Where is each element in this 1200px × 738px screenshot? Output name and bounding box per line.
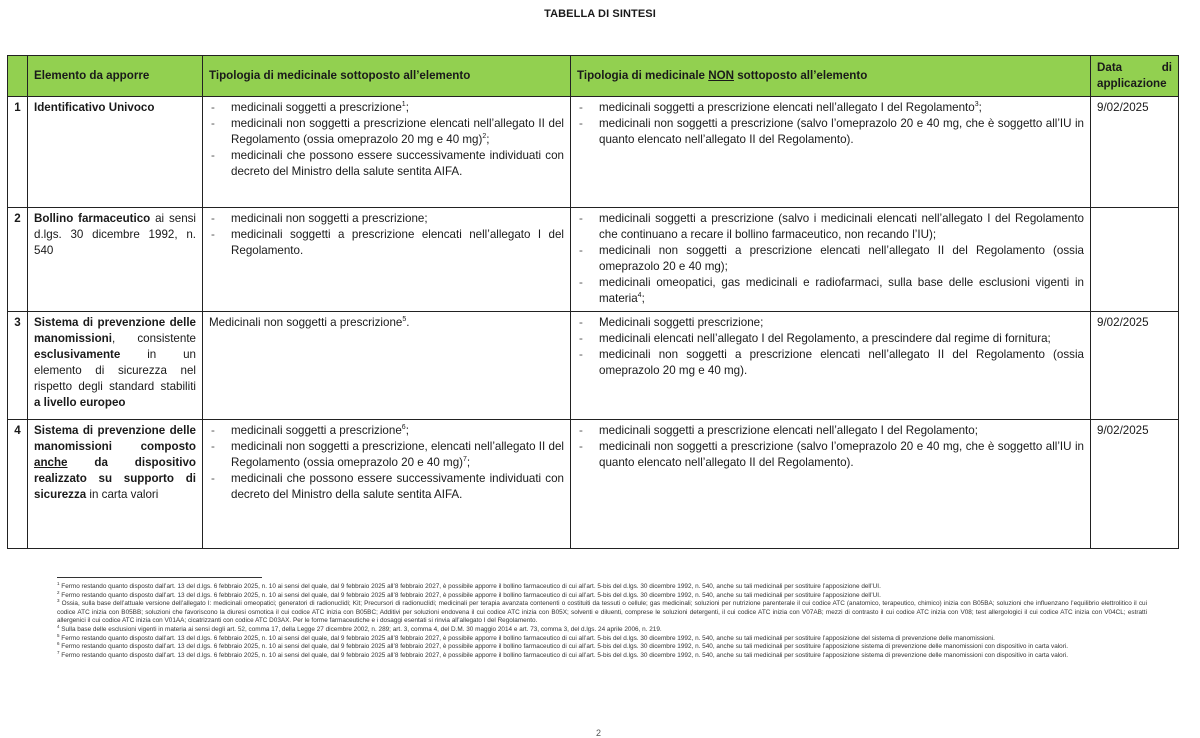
row-number: 4 xyxy=(8,420,28,549)
list-item: - medicinali che possono essere successivamente individuati con decreto del Ministro della salute sentita AIFA. xyxy=(209,148,564,180)
not-subject-cell xyxy=(571,97,1091,208)
table-row xyxy=(8,97,1179,208)
list-item: - medicinali non soggetti a prescrizione elencati nell’allegato II del Regolamento (ossia omeprazolo 20 mg e 40 mg)$^2$; xyxy=(209,116,564,148)
list-item: - medicinali soggetti a prescrizione$^1$; xyxy=(209,100,564,116)
document-title: TABELLA DI SINTESI xyxy=(544,8,656,20)
header-date-word-data: Data xyxy=(1097,61,1123,74)
header-not-subject xyxy=(571,56,1091,97)
footnote-ref: 4 xyxy=(637,292,642,299)
subject-cell xyxy=(203,97,571,208)
header-subject: Tipologia di medicinale sottoposto all’elemento xyxy=(203,56,571,97)
subject-cell xyxy=(203,208,571,312)
footnote-separator xyxy=(57,577,262,578)
footnote: $^5$ Fermo restando quanto disposto dall’art. 13 del d.lgs. 6 febbraio 2025, n. 10 ai sensi del quale, dal 9 febbraio 2025 all’8 febbraio 2027, è possibile apporre il bollino farmaceutico di cui all’art. 5-bis del d.lgs. 30 dicembre 1992, n. 540, anche su tali medicinali per sostituire l’apposizione del sistema di prevenzione delle manomissioni. xyxy=(57,632,995,642)
table-row xyxy=(8,208,1179,312)
subject-cell xyxy=(203,420,571,549)
application-date xyxy=(1091,208,1179,312)
footnote-ref: 1 xyxy=(401,101,406,108)
not-subject-cell xyxy=(571,420,1091,549)
list-item: - medicinali non soggetti a prescrizione, elencati nell’allegato II del Regolamento (ossia omeprazolo 20 e 40 mg)$^7$; xyxy=(209,439,564,471)
list-item: - medicinali non soggetti a prescrizione elencati nell’allegato II del Regolamento (ossia omeprazolo 20 mg e 40 mg). xyxy=(577,347,1084,379)
application-date: 9/02/2025 xyxy=(1091,97,1179,208)
footnote-ref: 2 xyxy=(482,133,487,140)
element-cell: Sistema di prevenzione delle manomissioni, consistente esclusivamente in un elemento di sicurezza nel rispetto degli standard stabiliti a livello europeo xyxy=(28,312,203,420)
footnote-ref: 3 xyxy=(974,101,979,108)
footnote: $^6$ Fermo restando quanto disposto dall’art. 13 del d.lgs. 6 febbraio 2025, n. 10 ai sensi del quale, dal 9 febbraio 2025 all’8 febbraio 2027, è possibile apporre il bollino farmaceutico di cui all’art. 5-bis del d.lgs. 30 dicembre 1992, n. 540, anche su tali medicinali per sostituire l’apposizione sistema di prevenzione delle manomissioni con dispositivo in carta valori. xyxy=(57,641,1069,651)
list-item: - Medicinali soggetti prescrizione; xyxy=(577,315,1084,331)
header-num xyxy=(8,56,28,97)
header-date-word-di: di xyxy=(1161,61,1172,74)
page-number: 2 xyxy=(596,728,602,738)
row-number: 1 xyxy=(8,97,28,208)
list-item: - medicinali soggetti a prescrizione elencati nell’allegato I del Regolamento; xyxy=(577,423,1084,439)
list-item: - medicinali soggetti a prescrizione (salvo i medicinali elencati nell’allegato I del Regolamento che continuano a recare il bollino farmaceutico, non recando l’IU); xyxy=(577,211,1084,243)
list-item: - medicinali soggetti a prescrizione$^6$; xyxy=(209,423,564,439)
header-element: Elemento da apporre xyxy=(28,56,203,97)
list-item: - medicinali soggetti a prescrizione elencati nell’allegato I del Regolamento$^3$; xyxy=(577,100,1084,116)
element-name: Bollino farmaceutico xyxy=(34,212,151,225)
footnote: $^2$ Fermo restando quanto disposto dall’art. 13 del d.lgs. 6 febbraio 2025, n. 10 ai sensi del quale, dal 9 febbraio 2025 all’8 febbraio 2027, è possibile apporre il bollino farmaceutico di cui all’art. 5-bis del d.lgs. 30 dicembre 1992, n. 540, anche su tali medicinali per sostituire l’apposizione dell’UI. xyxy=(57,589,881,599)
list-item: - medicinali non soggetti a prescrizione; xyxy=(209,211,564,227)
footnote-ref: 7 xyxy=(463,456,467,463)
element-cell: Bollino farmaceutico ai sensi d.lgs. 30 dicembre 1992, n. 540 xyxy=(28,208,203,312)
list-item: - medicinali elencati nell’allegato I del Regolamento, a prescindere dal regime di fornitura; xyxy=(577,331,1084,347)
list-item: - medicinali omeopatici, gas medicinali e radiofarmaci, sulla base delle esclusioni vigenti in materia$^4$; xyxy=(577,275,1084,307)
element-cell xyxy=(28,97,203,208)
element-name: Identificativo Univoco xyxy=(34,101,155,114)
row-number: 3 xyxy=(8,312,28,420)
list-item: - medicinali soggetti a prescrizione elencati nell’allegato I del Regolamento. xyxy=(209,227,564,259)
application-date: 9/02/2025 xyxy=(1091,420,1179,549)
footnote: $^7$ Fermo restando quanto disposto dall’art. 13 del d.lgs. 6 febbraio 2025, n. 10 ai sensi del quale, dal 9 febbraio 2025 all’8 febbraio 2027, è possibile apporre il bollino farmaceutico di cui all’art. 5-bis del d.lgs. 30 dicembre 1992, n. 540, anche su tali medicinali per sostituire l’apposizione sistema di prevenzione delle manomissioni con dispositivo in carta valori. xyxy=(57,649,1069,659)
footnote-ref: 5 xyxy=(402,316,407,323)
list-item: - medicinali che possono essere successivamente individuati con decreto del Ministro della salute sentita AIFA. xyxy=(209,471,564,503)
element-cell: Sistema di prevenzione delle manomissioni composto anche da dispositivo realizzato su supporto di sicurezza in carta valori xyxy=(28,420,203,549)
subject-cell: Medicinali non soggetti a prescrizione$^5$. xyxy=(203,312,571,420)
footnote: $^3$ Ossia, sulla base dell’attuale versione dell’allegato I: medicinali omeopatici; generatori di radionuclidi; Kit; Precursori di radionuclidi; medicinali per terapia avanzata contenenti o costituiti da tessuti o cellule; gas medicinali; soluzioni per nutrizione parenterale il cui codice ATC (anatomico, terapeutico, chimico) inizia con B05BA; soluzioni che influenzano l’equilibrio elettrolitico il cui codice ATC inizia con B05BB; soluzioni che favoriscono la diuresi osmotica il cui codice ATC inizia con B05BC; Additivi per soluzioni endovena il cui codice ATC inizia con B05X; solventi e diluenti, comprese le soluzioni detergenti, il cui codice ATC inizia con V07AB; mezzi di contrasto il cui codice ATC inizia con V08; test allergologici il cui codice ATC inizia con V04CL; estratti allergenici il cui codice ATC inizia con V01AA; cicatrizzanti con codice ATC D03AX. Per le forme farmaceutiche e i dosaggi esentati si rinvia all’allegato I del Regolamento. xyxy=(57,598,1147,625)
footnotes xyxy=(57,583,1147,660)
header-not-subject-suffix: sottoposto all’elemento xyxy=(733,69,868,82)
footnote: $^1$ Fermo restando quanto disposto dall’art. 13 del d.lgs. 6 febbraio 2025, n. 10 ai sensi del quale, dal 9 febbraio 2025 all’8 febbraio 2027, è possibile apporre il bollino farmaceutico di cui all’art. 5-bis del d.lgs. 30 dicembre 1992, n. 540, anche su tali medicinali per sostituire l’apposizione dell’UI. xyxy=(57,581,881,590)
table-row xyxy=(8,420,1179,549)
header-non-underlined: NON xyxy=(708,69,734,82)
not-subject-cell xyxy=(571,312,1091,420)
application-date: 9/02/2025 xyxy=(1091,312,1179,420)
header-not-subject-prefix: Tipologia di medicinale xyxy=(577,69,709,82)
list-item: - medicinali non soggetti a prescrizione (salvo l’omeprazolo 20 e 40 mg, che è soggetto all’IU in quanto elencato nell’allegato II del Regolamento). xyxy=(577,116,1084,148)
row-number: 2 xyxy=(8,208,28,312)
header-date xyxy=(1091,56,1179,97)
footnote: $^4$ Sulla base delle esclusioni vigenti in materia ai sensi degli art. 52, comma 17, della Legge 27 dicembre 2002, n. 289; art. 3, comma 4, del D.M. 30 maggio 2014 e art. 73, comma 3, del d.lgs. 24 aprile 2006, n. 219. xyxy=(57,623,662,633)
footnote-ref: 6 xyxy=(401,424,406,431)
list-item: - medicinali non soggetti a prescrizione (salvo l’omeprazolo 20 e 40 mg, che è soggetto all’IU in quanto elencato nell’allegato II del Regolamento). xyxy=(577,439,1084,471)
list-item: - medicinali non soggetti a prescrizione elencati nell’allegato II del Regolamento (ossia omeprazolo 20 e 40 mg); xyxy=(577,243,1084,275)
summary-table xyxy=(7,55,1179,549)
table-header-row xyxy=(8,56,1179,97)
not-subject-cell xyxy=(571,208,1091,312)
table-row xyxy=(8,312,1179,420)
header-date-word-applicazione: applicazione xyxy=(1097,77,1167,90)
